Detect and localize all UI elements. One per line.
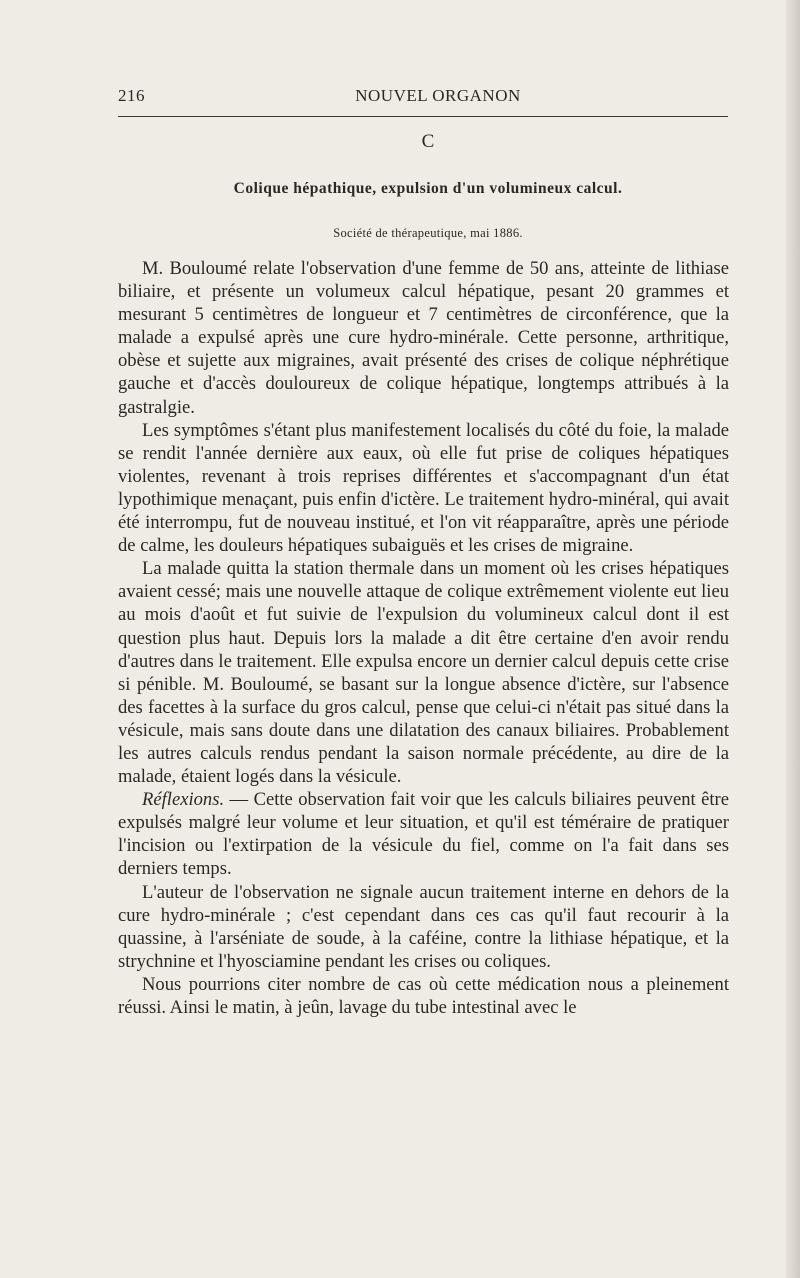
page-number: 216: [118, 86, 145, 105]
paragraph-6: [118, 973, 729, 1019]
article-title: Colique hépathique, expulsion d'un volumineux calcul.: [233, 180, 623, 197]
paragraph-4: [118, 788, 729, 880]
paragraph-text: — Cette observation fait voir que les calculs biliaires peuvent être expulsés malgré leur volume et leur situation, et qu'il est téméraire de pratiquer l'incision ou l'extirpation de la vésicule du fiel, comme on l'a fait dans ses derniers temps.: [118, 789, 729, 880]
running-title: NOUVEL ORGANON: [355, 86, 521, 105]
page-edge: [786, 0, 800, 1278]
paragraph-text: Les symptômes s'étant plus manifestement localisés du côté du foie, la malade se rendit l'année dernière aux eaux, où elle fut prise de coliques hépatiques violentes, revenant à trois reprises différentes et s'accompagnant d'un état lypothimique menaçant, puis enfin d'ictère. Le traitement hydro-minéral, qui avait été interrompu, fut de nouveau institué, et l'on vit réapparaître, après une période de calme, les douleurs hépatiques subaiguës et les crises de migraine.: [118, 419, 729, 557]
paragraph-3: [118, 557, 729, 788]
running-header: [118, 86, 728, 112]
paragraph-text: M. Bouloumé relate l'observation d'une femme de 50 ans, atteinte de lithiase biliaire, et présente un volumeux calcul hépatique, pesant 20 grammes et mesurant 5 centimètres de longueur et 7 centimètres de circonférence, que la malade a expulsé après une cure hydro-minérale. Cette personne, arthritique, obèse et sujette aux migraines, avait présenté des crises de colique néphrétique gauche et d'accès douloureux de colique hépatique, longtemps attribués à la gastralgie.: [118, 258, 729, 418]
body-text: [118, 257, 729, 1019]
article-subtitle: Société de thérapeutique, mai 1886.: [333, 226, 523, 240]
header-rule: [118, 116, 728, 117]
paragraph-text: La malade quitta la station thermale dans un moment où les crises hépatiques avaient cessé; mais une nouvelle attaque de colique extrêmement violente eut lieu au mois d'août et fut suivie de l'expulsion du volumineux calcul dont il est question plus haut. Depuis lors la malade a dit être certaine d'en avoir rendu d'autres dans le traitement. Elle expulsa encore un dernier calcul depuis cette crise si pénible. M. Bouloumé, se basant sur la longue absence d'ictère, sur l'absence des facettes à la surface du gros calcul, pense que celui-ci n'était pas situé dans la vésicule, mais sans doute dans une dilatation des canaux biliaires. Probablement les autres calculs rendus pendant la saison normale précédente, au dire de la malade, étaient logés dans la vésicule.: [118, 558, 729, 788]
paragraph-5: [118, 881, 729, 973]
paragraph-text: Nous pourrions citer nombre de cas où cette médication nous a pleinement réussi. Ainsi le matin, à jeûn, lavage du tube intestinal avec le: [118, 973, 729, 1018]
paragraph-text: L'auteur de l'observation ne signale aucun traitement interne en dehors de la cure hydro-minérale ; c'est cependant dans ces cas qu'il faut recourir à la quassine, à l'arséniate de soude, à la caféine, contre la lithiase hépatique, et la strychnine et l'hyosciamine pendant les crises ou coliques.: [118, 881, 729, 972]
paragraph-1: [118, 257, 729, 419]
paragraph-lead: Réflexions.: [142, 789, 225, 811]
section-letter: C: [421, 131, 435, 152]
paragraph-2: [118, 419, 729, 558]
